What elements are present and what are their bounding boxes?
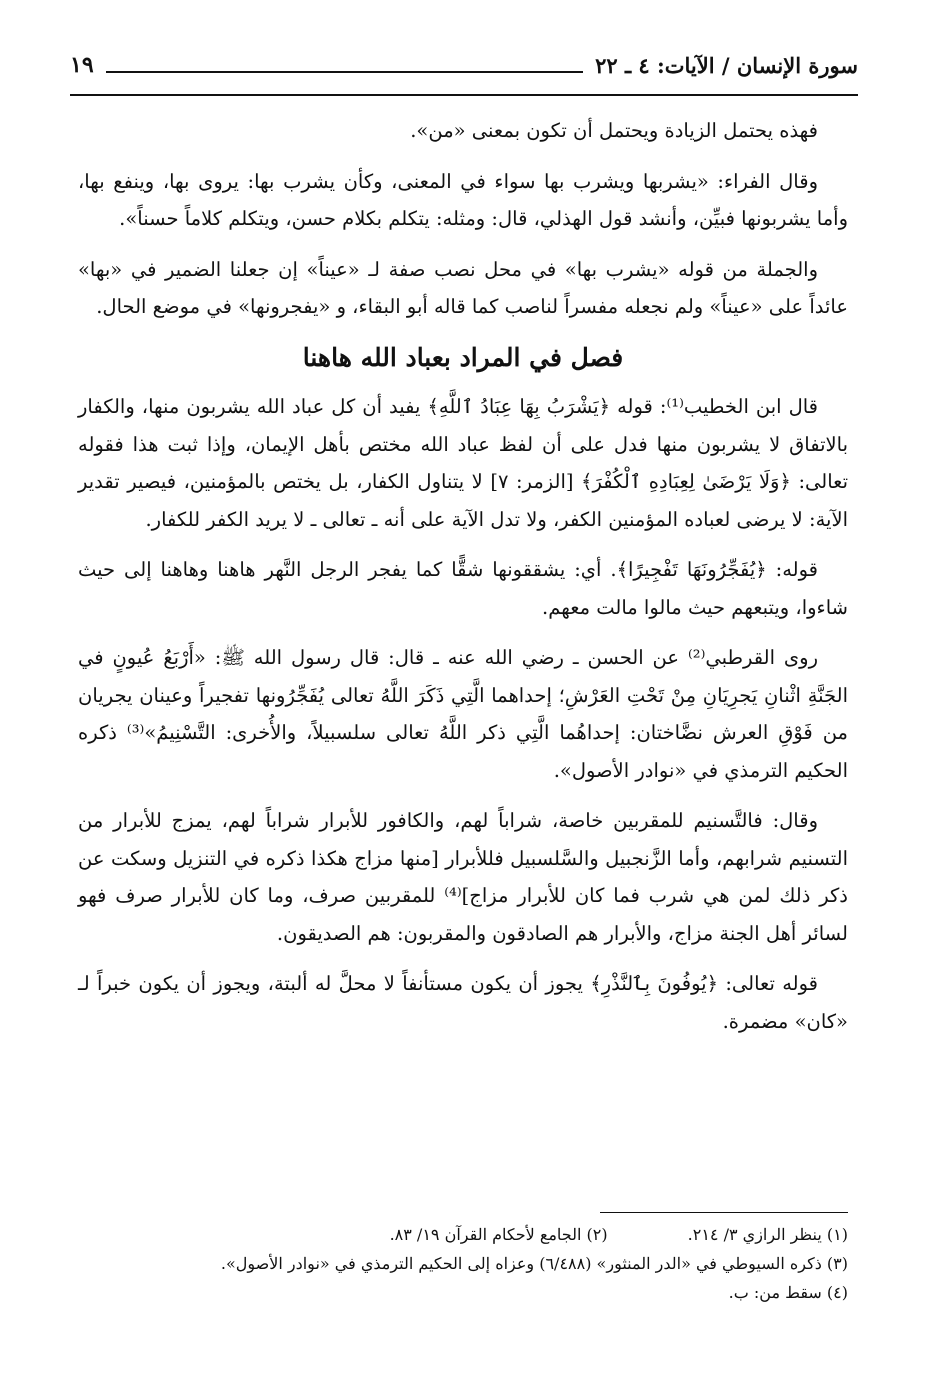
paragraph-5: قوله: ﴿يُفَجِّرُونَهَا تَفْجِيرًا﴾. أي: يشققونها شقًّا كما يفجر الرجل النَّهر هاهنا وهاهنا إلى حيث شاءوا، ويتبعهم حيث مالوا مالت معهم. [78, 558, 848, 619]
footnote-separator [600, 1212, 848, 1213]
footnote-2: (٢) الجامع لأحكام القرآن ١٩/ ٨٣. [389, 1225, 608, 1244]
footnote-4: (٤) سقط من: ب. [728, 1283, 848, 1302]
footnote-1: (١) ينظر الرازي ٣/ ٢١٤. [687, 1225, 848, 1244]
page-header [70, 38, 858, 92]
footnote-row [78, 1220, 848, 1249]
running-title: سورة الإنسان / الآيات: ٤ ـ ٢٢ [595, 52, 858, 78]
header-leader-line [106, 71, 583, 73]
paragraph-2: وقال الفراء: «يشربها ويشرب بها سواء في المعنى، وكأن يشرب بها: يروى بها، وينفع بها، وأما يشربونها فبيِّن، وأنشد قول الهذلي، قال: ومثله: يتكلم بكلام حسن، ويتكلم كلاماً حسناً». [78, 169, 848, 230]
paragraph-8: قوله تعالى: ﴿يُوفُونَ بِٱلنَّذْرِ﴾ يجوز أن يكون مستأنفاً لا محلَّ له ألبتة، ويجوز أن يكون خبراً لـ «كان» مضمرة. [78, 972, 848, 1033]
main-text [78, 112, 848, 1053]
page-number: ١٩ [70, 52, 94, 78]
paragraph-4: قال ابن الخطيب⁽¹⁾: قوله ﴿يَشْرَبُ بِهَا عِبَادُ ٱللَّهِ﴾ يفيد أن كل عباد الله يشربون منها، والكفار بالاتفاق لا يشربون منها فدل على أن لفظ عباد الله مختص بأهل الإيمان، وإذا ثبت هذا فقوله تعالى: ﴿وَلَا يَرْضَىٰ لِعِبَادِهِ ٱلْكُفْرَ﴾ [الزمر: ٧] لا يتناول الكفار، بل يختص بالمؤمنين، فيصير تقدير الآية: لا يرضى لعباده المؤمنين الكفر، ولا تدل الآية على أنه ـ تعالى ـ لا يريد الكفر للكفار. [78, 395, 848, 531]
paragraph-1: فهذه يحتمل الزيادة ويحتمل أن تكون بمعنى «من». [410, 119, 818, 142]
section-heading: فصل في المراد بعباد الله هاهنا [302, 342, 624, 372]
paragraph-3: والجملة من قوله «يشرب بها» في محل نصب صفة لـ «عيناً» إن جعلنا الضمير في «بها» عائداً على «عيناً» ولم نجعله مفسراً لناصب كما قاله أبو البقاء، و «يفجرونها» في موضع الحال. [78, 257, 848, 318]
paragraph-6: روى القرطبي⁽²⁾ عن الحسن ـ رضي الله عنه ـ قال: قال رسول الله ﷺ: «أَرْبَعُ عُيونٍ في الجَنَّةِ اثْنانِ يَجرِيَانِ مِنْ تَحْتِ العَرْشِ؛ إحداهما الَّتِي ذَكَرَ اللَّهُ تعالى يُفَجِّرُونها تفجيراً وعينان يجريان من فَوْقِ العرش نضَّاختان: إحداهُما الَّتِي ذكر اللَّهُ تعالى سلسبيلاً، والأُخرى: التَّسْنِيمُ»⁽³⁾ ذكره الحكيم الترمذي في «نوادر الأصول». [78, 646, 848, 782]
header-rule [70, 94, 858, 96]
footnotes [78, 1220, 848, 1307]
paragraph-7: وقال: فالتَّسنيم للمقربين خاصة، شراباً لهم، والكافور للأبرار شراباً لهم، يمزج للأبرار من التسنيم شرابهم، وأما الزَّنجبيل والسَّلسبيل فللأبرار [منها مزاج هكذا ذكره في التنزيل وسكت عن ذكر ذلك لمن هي شرب فما كان للأبرار مزاج]⁽⁴⁾ للمقربين صرف، وما كان للأبرار صرف فهو لسائر أهل الجنة مزاج، والأبرار هم الصادقون والمقربون: هم الصديقون. [78, 809, 848, 945]
footnote-3: (٣) ذكره السيوطي في «الدر المنثور» (٦/٤٨٨) وعزاه إلى الحكيم الترمذي في «نوادر الأصول». [220, 1254, 848, 1273]
